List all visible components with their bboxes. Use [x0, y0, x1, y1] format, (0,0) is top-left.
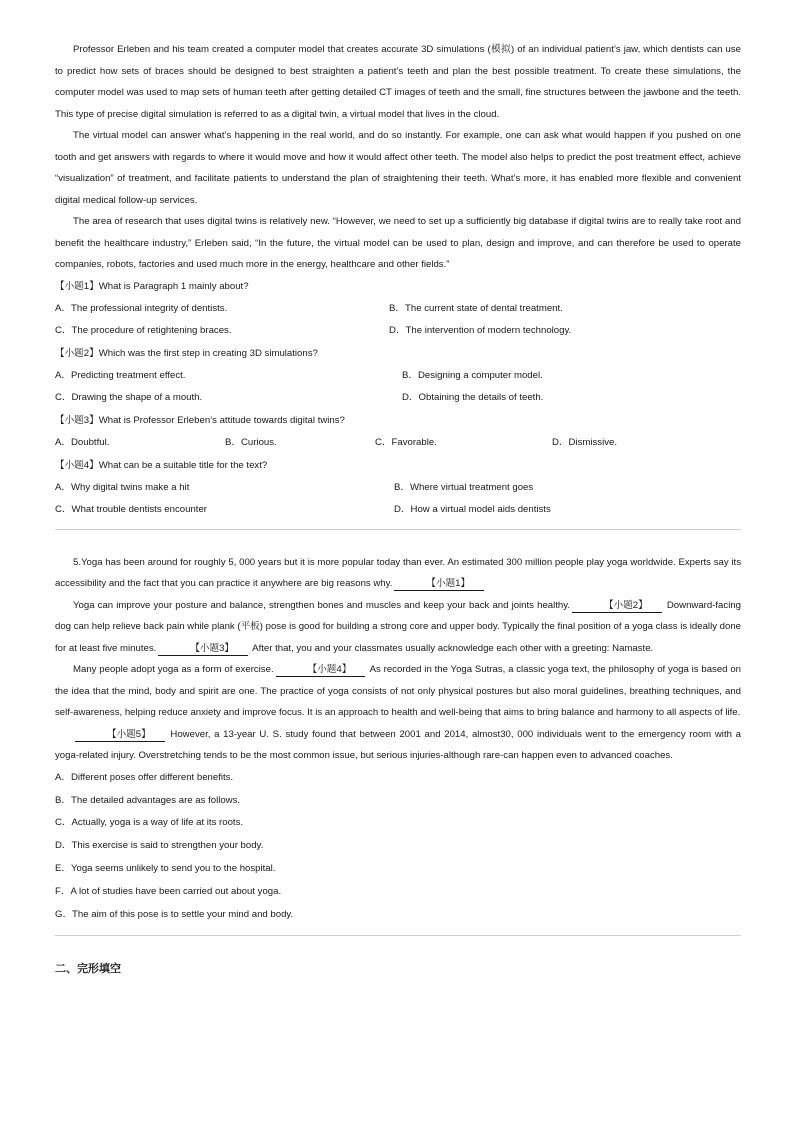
answer-blank[interactable]: 【小题4】 [276, 663, 366, 677]
option-item[interactable]: E．Yoga seems unlikely to send you to the hospital. [55, 863, 276, 875]
option-d[interactable]: D．The intervention of modern technology. [389, 325, 572, 337]
passage-2 [55, 552, 741, 927]
option-d[interactable]: D．Obtaining the details of teeth. [402, 392, 544, 404]
option-row [55, 499, 741, 521]
option-a[interactable]: A．The professional integrity of dentists. [55, 302, 228, 314]
passage-paragraph: Many people adopt yoga as a form of exercise. 【小题4】 As recorded in the Yoga Sutras, a classic yoga text, the philosophy of yoga is based on the idea that the mind, body and spirit are one. The practice of yoga consists of not only physical postures but also moral guidelines, breathing techniques, and self-awareness, helping reduce anxiety and improve focus. It is an approach to health and well-being that aims to bring balance and harmony to all aspects of life. [55, 664, 742, 719]
passage-paragraph: Yoga can improve your posture and balance, strengthen bones and muscles and keep your back and joints healthy. 【小题2】 Downward-facing dog can help relieve back pain while plank (平板) pose is good for building a strong core and upper body. Typically the final position of a yoga class is ideally done for at least five minutes. 【小题3】 After that, you and your classmates usually acknowledge each other with a greeting: Namaste. [55, 599, 742, 654]
option-b[interactable]: B．Designing a computer model. [402, 370, 543, 382]
option-row [55, 298, 741, 320]
question-stem: 【小题4】What can be a suitable title for the text? [55, 459, 268, 471]
option-item[interactable]: D．This exercise is said to strengthen your body. [55, 840, 264, 852]
section-heading: 二、完形填空 [55, 962, 121, 976]
divider [55, 529, 741, 530]
option-c[interactable]: C．Drawing the shape of a mouth. [55, 392, 203, 404]
option-c[interactable]: C．Favorable. [375, 437, 437, 449]
option-item[interactable]: F．A lot of studies have been carried out about yoga. [55, 885, 282, 897]
option-item[interactable]: B．The detailed advantages are as follows. [55, 794, 241, 806]
option-item[interactable]: C．Actually, yoga is a way of life at its roots. [55, 817, 244, 829]
question-stem: 【小题1】What is Paragraph 1 mainly about? [55, 280, 249, 292]
question-stem: 【小题3】What is Professor Erleben’s attitude towards digital twins? [55, 414, 345, 426]
option-b[interactable]: B．Curious. [225, 437, 277, 449]
option-a[interactable]: A．Why digital twins make a hit [55, 482, 190, 494]
option-b[interactable]: B．The current state of dental treatment. [389, 302, 563, 314]
option-c[interactable]: C．What trouble dentists encounter [55, 504, 207, 516]
passage-paragraph: Professor Erleben and his team created a computer model that creates accurate 3D simulations (模拟) of an individual patient’s jaw, which dentists can use to predict how sets of braces should be designed to best straighten a patient’s teeth and plan the best possible treatment. To create these simulations, the computer model was used to map sets of human teeth after getting detailed CT images of teeth and the small, fine structures between the jawbone and the teeth. This type of precise digital simulation is referred to as a digital twin, a virtual model that lives in the cloud. [55, 44, 741, 120]
answer-blank[interactable]: 【小题3】 [158, 642, 248, 656]
passage-paragraph: The virtual model can answer what’s happening in the real world, and do so instantly. For example, one can ask what would happen if you pushed on one tooth and get answers with regards to where it would move and how it would affect other teeth. The model also helps to predict the post treatment effect, achieve “visualization” of treatment, and facilitate patients to understand the plan of straightening their teeth. What’s more, it has enabled more flexible and convenient digital medical follow-up services. [55, 130, 741, 206]
answer-blank[interactable]: 【小题5】 [75, 728, 165, 742]
answer-blank[interactable]: 【小题2】 [572, 599, 662, 613]
option-row [55, 432, 741, 454]
option-d[interactable]: D．How a virtual model aids dentists [394, 504, 551, 516]
question-block [55, 276, 741, 522]
passage-paragraph: 【小题5】 However, a 13-year U. S. study found that between 2001 and 2014, almost30, 000 individuals went to the emergency room with a yoga-related injury. Overstretching tends to be the most common issue, but serious injuries-although rare-can happen even to advanced coaches. [55, 728, 741, 762]
answer-blank[interactable]: 【小题1】 [394, 577, 484, 591]
divider [55, 935, 741, 936]
document-page [55, 39, 741, 976]
option-item[interactable]: G．The aim of this pose is to settle your mind and body. [55, 908, 294, 920]
option-c[interactable]: C．The procedure of retightening braces. [55, 325, 232, 337]
option-item[interactable]: A．Different poses offer different benefits. [55, 771, 234, 783]
option-row [55, 365, 741, 387]
option-a[interactable]: A．Predicting treatment effect. [55, 370, 186, 382]
option-row [55, 387, 741, 409]
option-row [55, 477, 741, 499]
option-list [55, 767, 741, 927]
option-d[interactable]: D．Dismissive. [552, 437, 618, 449]
passage-1 [55, 39, 741, 276]
question-stem: 【小题2】Which was the first step in creating 3D simulations? [55, 347, 318, 359]
passage-paragraph: The area of research that uses digital twins is relatively new. “However, we need to set up a sufficiently big database if digital twins are to really take root and benefit the healthcare industry,” Erleben said, “In the future, the virtual model can be used to plan, design and improve, and can therefore be used to operate companies, robots, factories and used much more in the energy, healthcare and other fields.” [55, 216, 741, 270]
option-row [55, 320, 741, 342]
option-b[interactable]: B．Where virtual treatment goes [394, 482, 534, 494]
option-a[interactable]: A．Doubtful. [55, 437, 110, 449]
passage-paragraph: 5.Yoga has been around for roughly 5, 000 years but it is more popular today than ever. An estimated 300 million people play yoga worldwide. Experts say its accessibility and the fact that you can practice it anywhere are big reasons why. 【小题1】 [55, 556, 741, 590]
